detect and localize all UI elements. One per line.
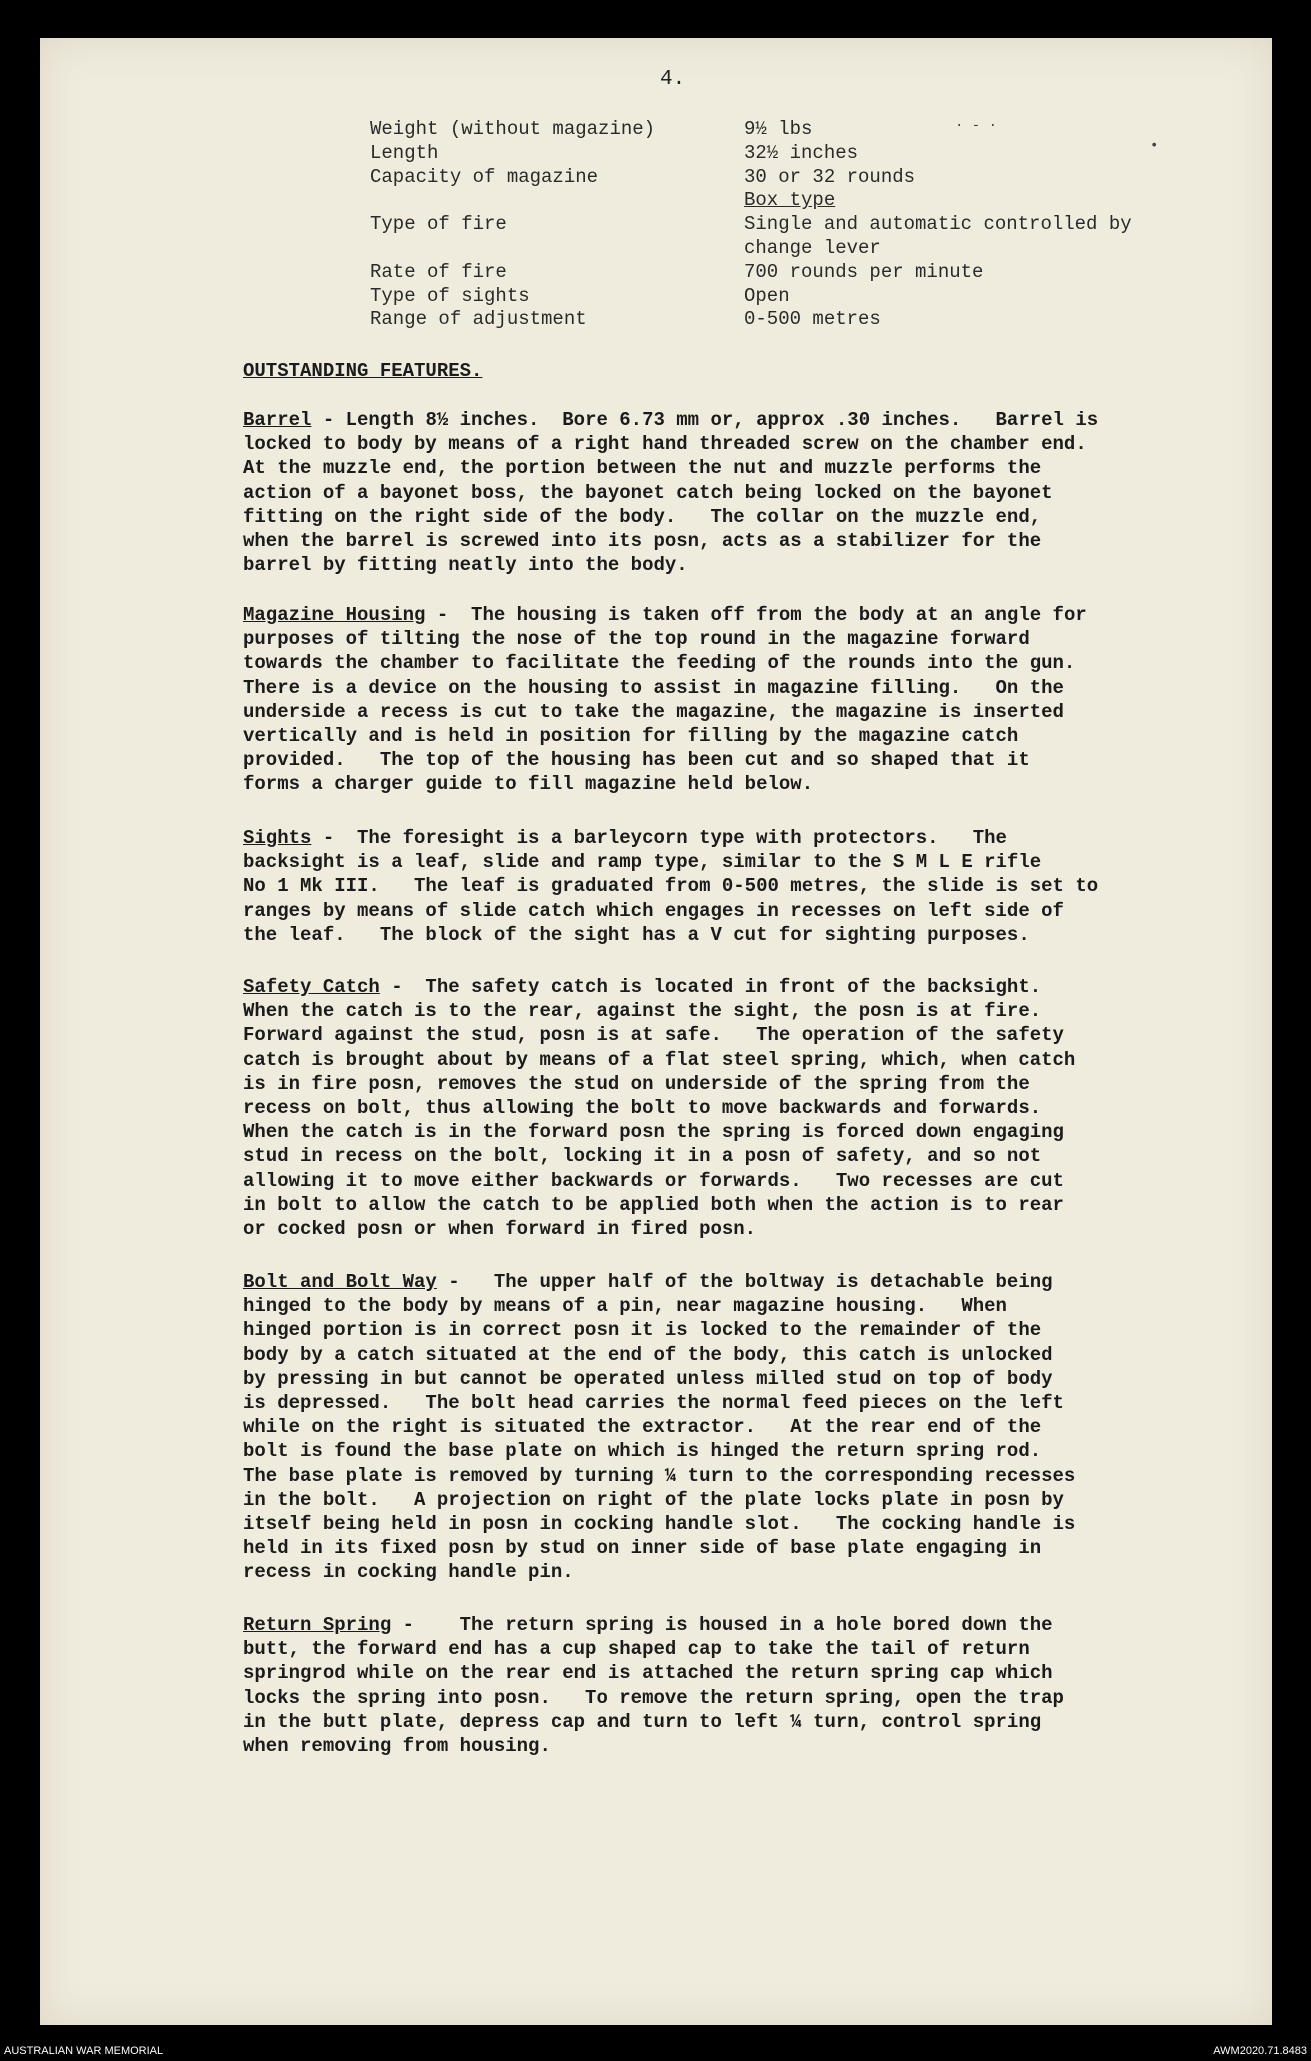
paragraph-line: ranges by means of slide catch which engages in recesses on left side of <box>243 899 1064 922</box>
spec-row <box>370 142 1214 166</box>
paragraph-line: action of a bayonet boss, the bayonet catch being locked on the bayonet <box>243 481 1053 504</box>
paragraph-heading: Bolt and Bolt Way <box>243 1271 437 1293</box>
paragraph-line: When the catch is to the rear, against the sight, the posn is at fire. <box>243 1000 1042 1023</box>
paragraph-line: - Length 8½ inches. Bore 6.73 mm or, approx .30 inches. Barrel is <box>311 409 1099 431</box>
spec-label: Rate of fire <box>370 260 507 283</box>
paragraph-line: No 1 Mk III. The leaf is graduated from 0-500 metres, the slide is set to <box>243 875 1099 898</box>
spec-row <box>370 308 1214 332</box>
paragraph-line: in the bolt. A projection on right of the plate locks plate in posn by <box>243 1488 1064 1511</box>
paragraph-line: - The foresight is a barleycorn type with protectors. The <box>311 827 1007 849</box>
spec-value: 32½ inches <box>744 141 859 164</box>
paragraph-line: backsight is a leaf, slide and ramp type, similar to the S M L E rifle <box>243 851 1042 874</box>
paragraph-line: - The safety catch is located in front of the backsight. <box>379 976 1042 998</box>
footer-archive-id: AWM2020.71.8483 <box>1213 2045 1307 2057</box>
paragraph-line: There is a device on the housing to assist in magazine filling. On the <box>243 676 1064 699</box>
paragraph-line: fitting on the right side of the body. The collar on the muzzle end, <box>243 505 1042 528</box>
paragraph-safety-catch <box>243 975 1203 1241</box>
paragraph-line: locked to body by means of a right hand threaded screw on the chamber end. <box>243 433 1087 456</box>
spec-value: Box type <box>744 189 836 212</box>
paragraph-line: recess on bolt, thus allowing the bolt to move backwards and forwards. <box>243 1097 1042 1120</box>
paragraph-line: the leaf. The block of the sight has a V cut for sighting purposes. <box>243 923 1030 946</box>
spec-value: Single and automatic controlled by <box>744 213 1132 236</box>
paragraph-line: - The housing is taken off from the body at an angle for <box>425 604 1087 626</box>
paragraph-line: allowing it to move either backwards or forwards. Two recesses are cut <box>243 1169 1064 1192</box>
paragraph-line: recess in cocking handle pin. <box>243 1561 574 1584</box>
spec-value: 700 rounds per minute <box>744 260 984 283</box>
spec-label <box>370 189 744 213</box>
paragraph-return-spring <box>243 1613 1203 1758</box>
paragraph-line: purposes of tilting the nose of the top round in the magazine forward <box>243 628 1030 651</box>
paragraph-line: The base plate is removed by turning ¼ turn to the corresponding recesses <box>243 1464 1076 1487</box>
spec-label <box>370 237 744 261</box>
spec-row <box>370 166 1214 190</box>
paragraph-line: locks the spring into posn. To remove the return spring, open the trap <box>243 1686 1064 1709</box>
spec-row <box>370 118 1214 142</box>
spec-label: Length <box>370 141 439 164</box>
footer-archive-name: AUSTRALIAN WAR MEMORIAL <box>4 2045 164 2057</box>
paragraph-line: stud in recess on the bolt, locking it in a posn of safety, and so not <box>243 1145 1042 1168</box>
spec-row <box>370 261 1214 285</box>
paragraph-line: forms a charger guide to fill magazine held below. <box>243 773 814 796</box>
document-page <box>40 38 1272 2025</box>
spec-label: Type of sights <box>370 284 530 307</box>
paragraph-line: underside a recess is cut to take the magazine, the magazine is inserted <box>243 700 1064 723</box>
paragraph-line: in the butt plate, depress cap and turn to left ¼ turn, control spring <box>243 1710 1042 1733</box>
paragraph-line: while on the right is situated the extractor. At the rear end of the <box>243 1416 1042 1439</box>
paragraph-line: springrod while on the rear end is attached the return spring cap which <box>243 1662 1053 1685</box>
page-number: 4. <box>660 68 686 91</box>
paragraph-line: hinged to the body by means of a pin, near magazine housing. When <box>243 1295 1007 1318</box>
spec-value: change lever <box>744 236 881 259</box>
ink-speck: · - · <box>955 118 998 134</box>
ink-speck: • <box>1150 138 1159 154</box>
paragraph-line: vertically and is held in position for filling by the magazine catch <box>243 725 1019 748</box>
paragraph-line: held in its fixed posn by stud on inner side of base plate engaging in <box>243 1537 1042 1560</box>
paragraph-heading: Sights <box>243 827 312 849</box>
spec-row <box>370 189 1214 213</box>
paragraph-barrel <box>243 408 1203 577</box>
paragraph-line: by pressing in but cannot be operated unless milled stud on top of body <box>243 1367 1053 1390</box>
spec-label: Type of fire <box>370 213 507 236</box>
spec-row <box>370 285 1214 309</box>
specifications-table <box>370 118 1214 332</box>
paragraph-heading: Safety Catch <box>243 976 380 998</box>
paragraph-heading: Magazine Housing <box>243 604 426 626</box>
paragraph-line: towards the chamber to facilitate the feeding of the rounds into the gun. <box>243 652 1076 675</box>
paragraph-line: At the muzzle end, the portion between the nut and muzzle performs the <box>243 457 1042 480</box>
spec-value: 0-500 metres <box>744 308 881 331</box>
spec-label: Range of adjustment <box>370 308 587 331</box>
paragraph-line: hinged portion is in correct posn it is locked to the remainder of the <box>243 1319 1042 1342</box>
spec-value: 30 or 32 rounds <box>744 165 916 188</box>
paragraph-heading: Barrel <box>243 409 312 431</box>
paragraph-line: itself being held in posn in cocking handle slot. The cocking handle is <box>243 1513 1076 1536</box>
spec-value: Open <box>744 284 790 307</box>
paragraph-line: When the catch is in the forward posn the spring is forced down engaging <box>243 1121 1064 1144</box>
paragraph-line: butt, the forward end has a cup shaped cap to take the tail of return <box>243 1638 1030 1661</box>
paragraph-line: catch is brought about by means of a flat steel spring, which, when catch <box>243 1048 1076 1071</box>
paragraph-bolt-and-bolt-way <box>243 1270 1203 1585</box>
paragraph-line: is in fire posn, removes the stud on underside of the spring from the <box>243 1072 1030 1095</box>
paragraph-line: provided. The top of the housing has been cut and so shaped that it <box>243 749 1030 772</box>
spec-row <box>370 237 1214 261</box>
paragraph-line: or cocked posn or when forward in fired posn. <box>243 1218 757 1241</box>
paragraph-line: bolt is found the base plate on which is hinged the return spring rod. <box>243 1440 1042 1463</box>
spec-value: 9½ lbs <box>744 118 813 140</box>
paragraph-line: when removing from housing. <box>243 1735 551 1758</box>
paragraph-line: - The return spring is housed in a hole bored down the <box>391 1614 1053 1636</box>
spec-label: Capacity of magazine <box>370 165 599 188</box>
paragraph-line: when the barrel is screwed into its posn, acts as a stabilizer for the <box>243 530 1042 553</box>
paragraph-line: body by a catch situated at the end of the body, this catch is unlocked <box>243 1343 1053 1366</box>
paragraph-magazine-housing <box>243 603 1203 797</box>
paragraph-line: is depressed. The bolt head carries the normal feed pieces on the left <box>243 1392 1064 1415</box>
spec-label: Weight (without magazine) <box>370 118 656 140</box>
paragraph-sights <box>243 826 1203 947</box>
paragraph-heading: Return Spring <box>243 1614 392 1636</box>
paragraph-line: - The upper half of the boltway is detachable being <box>436 1271 1053 1293</box>
paragraph-line: Forward against the stud, posn is at safe. The operation of the safety <box>243 1024 1064 1047</box>
paragraph-line: in bolt to allow the catch to be applied both when the action is to rear <box>243 1193 1064 1216</box>
section-heading: OUTSTANDING FEATURES. <box>243 360 483 382</box>
paragraph-line: barrel by fitting neatly into the body. <box>243 554 688 577</box>
spec-row <box>370 213 1214 237</box>
